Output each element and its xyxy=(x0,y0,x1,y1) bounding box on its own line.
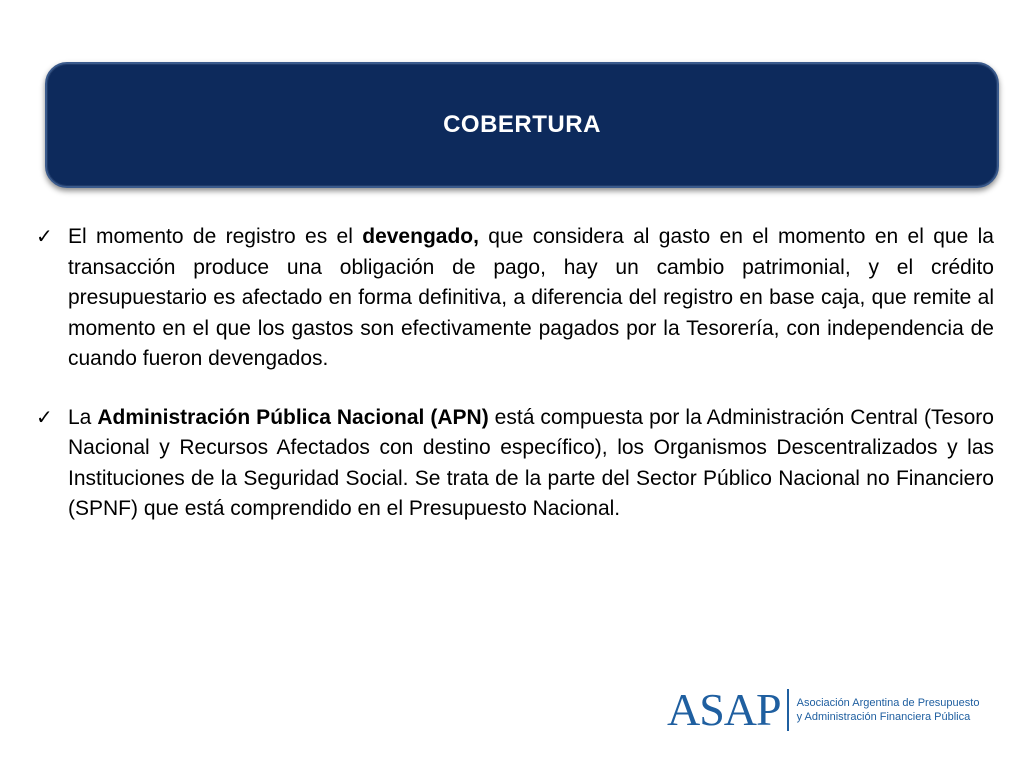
logo-mark: ASAP xyxy=(667,684,781,735)
page-title: COBERTURA xyxy=(443,111,601,138)
bullet-text-pre: El momento de registro es el xyxy=(68,225,363,248)
bullet-text xyxy=(68,403,994,525)
logo-divider xyxy=(787,689,789,731)
bullet-text-bold: Administración Pública Nacional (APN) xyxy=(97,405,489,429)
check-icon: ✓ xyxy=(36,226,53,248)
bullet-item xyxy=(36,403,994,525)
logo-text xyxy=(797,696,980,724)
bullet-text xyxy=(68,222,994,375)
asap-logo xyxy=(667,684,980,735)
content-area xyxy=(36,222,994,553)
bullet-text-post: que considera al gasto en el momento en el que la transacción produce una obligación de pago, hay un cambio patrimonial, y el crédito presupuestario es afectado en forma definitiva, a diferencia del registro en base caja, que remite al momento en el que los gastos son efectivamente pagados por la Tesorería, con independencia de cuando fueron devengados. xyxy=(68,225,994,370)
check-icon: ✓ xyxy=(36,406,53,429)
logo-text-line1: Asociación Argentina de Presupuesto xyxy=(796,697,980,709)
logo-text-line2: y Administración Financiera Pública xyxy=(796,711,971,723)
bullet-text-post: está compuesta por la Administración Central (Tesoro Nacional y Recursos Afectados con destino específico), los Organismos Descentralizados y las Instituciones de la Seguridad Social. Se trata de la parte del Sector Público Nacional no Financiero (SPNF) que está comprendido en el Presupuesto Nacional. xyxy=(68,405,994,520)
title-banner xyxy=(45,62,999,188)
bullet-text-bold: devengado, xyxy=(362,225,479,248)
bullet-item xyxy=(36,222,994,375)
bullet-text-pre: La xyxy=(68,405,98,429)
